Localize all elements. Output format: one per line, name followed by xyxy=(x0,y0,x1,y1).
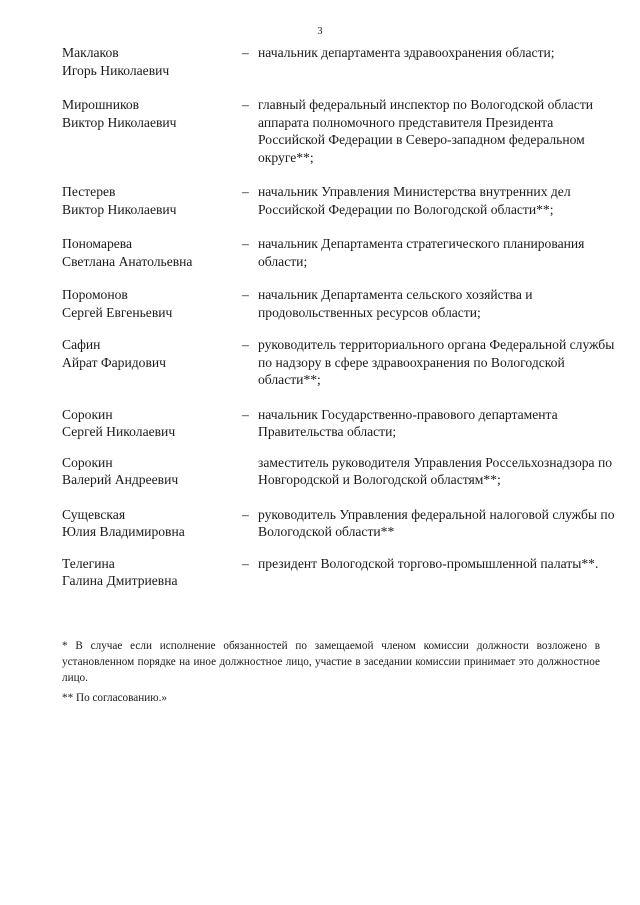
member-name xyxy=(62,454,242,489)
member-surname: Телегина xyxy=(62,555,115,571)
member-given-name: Галина Дмитриевна xyxy=(62,573,178,588)
dash-separator: – xyxy=(242,184,249,199)
member-surname: Пестерев xyxy=(62,184,116,199)
member-entry xyxy=(62,406,618,441)
member-given-name: Сергей Евгеньевич xyxy=(62,304,173,320)
member-entry xyxy=(62,286,618,321)
member-name xyxy=(62,286,242,321)
member-name xyxy=(62,235,242,270)
member-entry xyxy=(62,235,618,270)
member-surname: Поромонов xyxy=(62,287,128,302)
member-name xyxy=(62,336,242,371)
member-entry xyxy=(62,336,618,389)
dash-separator: – xyxy=(242,236,249,251)
member-position: руководитель территориального органа Федеральной службы по надзору в сфере здравоохранения по Вологодской области**; xyxy=(258,337,615,387)
member-entry xyxy=(62,183,618,218)
member-surname: Сорокин xyxy=(62,454,113,470)
member-name xyxy=(62,406,242,441)
dash-separator: – xyxy=(242,406,249,422)
member-given-name: Валерий Андреевич xyxy=(62,472,179,487)
member-name xyxy=(62,44,242,79)
member-position: заместитель руководителя Управления Россельхознадзора по Новгородской и Вологодской областям**; xyxy=(258,454,613,487)
member-surname: Пономарева xyxy=(62,236,133,251)
member-list xyxy=(62,44,618,590)
member-entry xyxy=(62,555,618,590)
dash-separator: – xyxy=(242,555,249,571)
member-position: руководитель Управления федеральной налоговой службы по Вологодской области** xyxy=(258,506,615,539)
member-position: начальник Государственно-правового департамента Правительства области; xyxy=(258,406,558,439)
footnote-single-asterisk: * В случае если исполнение обязанностей по замещаемой членом комиссии должности возложено в установленном порядке на иное должностное лицо, участие в заседании комиссии принимает это должностное лицо. xyxy=(62,640,600,684)
footnotes xyxy=(62,638,600,706)
member-name xyxy=(62,183,242,218)
dash-separator: – xyxy=(242,506,249,522)
member-given-name: Виктор Николаевич xyxy=(62,114,177,130)
member-entry xyxy=(62,506,618,541)
member-given-name: Светлана Анатольевна xyxy=(62,253,193,269)
member-position: начальник Департамента сельского хозяйства и продовольственных ресурсов области; xyxy=(258,287,533,320)
member-position: начальник Департамента стратегического планирования области; xyxy=(258,236,585,269)
member-entry xyxy=(62,44,618,79)
member-given-name: Игорь Николаевич xyxy=(62,62,170,78)
page-number: 3 xyxy=(317,26,323,37)
member-name xyxy=(62,555,242,590)
member-name xyxy=(62,96,242,131)
member-position: начальник Управления Министерства внутренних дел Российской Федерации по Вологодской области**; xyxy=(258,184,571,217)
dash-separator: – xyxy=(242,337,249,352)
member-surname: Сафин xyxy=(62,337,101,352)
member-entry xyxy=(62,96,618,166)
member-surname: Мирошников xyxy=(62,97,140,112)
member-given-name: Айрат Фаридович xyxy=(62,354,166,370)
member-surname: Сорокин xyxy=(62,406,113,422)
member-entry xyxy=(62,454,618,489)
dash-separator: – xyxy=(242,45,249,60)
member-position: начальник департамента здравоохранения области; xyxy=(258,45,555,60)
member-name xyxy=(62,506,242,541)
member-position: президент Вологодской торгово-промышленной палаты**. xyxy=(258,555,599,571)
member-given-name: Юлия Владимировна xyxy=(62,524,185,539)
footnote-double-asterisk: ** По согласованию.» xyxy=(62,692,167,704)
member-surname: Маклаков xyxy=(62,45,119,60)
member-position: главный федеральный инспектор по Вологодской области аппарата полномочного представителя Президента Российской Федерации в Северо-западном федеральном округе**; xyxy=(258,97,594,165)
member-surname: Сущевская xyxy=(62,506,126,522)
member-given-name: Сергей Николаевич xyxy=(62,424,176,439)
dash-separator: – xyxy=(242,97,249,112)
dash-separator: – xyxy=(242,287,249,302)
member-given-name: Виктор Николаевич xyxy=(62,201,177,217)
